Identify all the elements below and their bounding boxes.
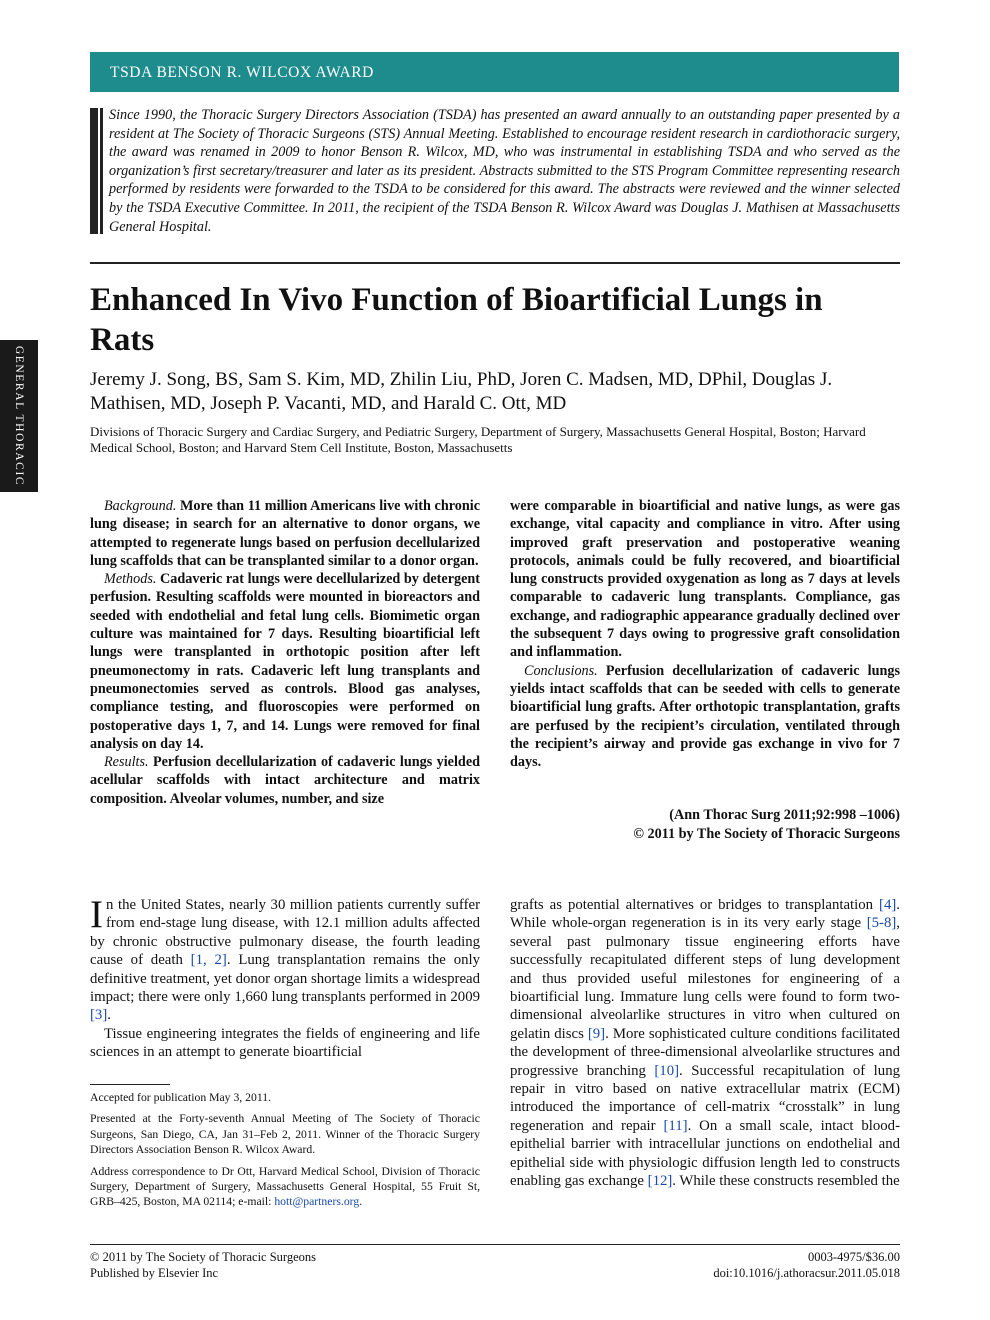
body-paragraph-3 [510, 896, 900, 1191]
body-text: . More sophisticated culture conditions facilitated the development of three-dimensional alveolarlike structures and progressive branching [510, 1025, 900, 1079]
abstract-left-column [90, 497, 480, 808]
body-text: . While whole-organ regeneration is in its very early stage [510, 897, 900, 932]
body-paragraph-1 [90, 893, 480, 1025]
banner-label: TSDA BENSON R. WILCOX AWARD [110, 64, 374, 81]
background-label: Background. [104, 498, 177, 514]
conclusions-text: Perfusion decellularization of cadaveric lungs yields intact scaffolds that can be seeded with cells to generate bioartificial lung grafts. After orthotopic transplantation, grafts are perfused by the recipient’s circulation, ventilated through the recipient’s airway and provide gas exchange in vivo for 7 days. [510, 662, 901, 771]
results-text-a: Perfusion decellularization of cadaveric lungs yielded acellular scaffolds with intact architecture and matrix composition. Alveolar volumes, number, and size [90, 754, 481, 807]
ref-link-11[interactable]: [11] [663, 1117, 688, 1134]
body-text: n the United States, nearly 30 million patients currently suffer from end-stage lung disease, with 12.1 million adults affected by chronic obstructive pulmonary disease, the fourth leading cause of death [90, 897, 480, 969]
footer-rule [90, 1244, 900, 1245]
footnote-presented: Presented at the Forty-seventh Annual Meeting of The Society of Thoracic Surgeons, San Diego, CA, Jan 31–Feb 2, 2011. Winner of the Thoracic Surgery Directors Association Benson R. Wilcox Award. [90, 1112, 480, 1157]
footnote-rule [90, 1084, 170, 1085]
article-title: Enhanced In Vivo Function of Bioartificial Lungs in Rats [90, 282, 823, 358]
ref-link-10[interactable]: [10] [654, 1062, 680, 1079]
header-rule [90, 262, 900, 264]
body-text: grafts as potential alternatives or bridges to transplantation [510, 897, 880, 913]
body-paragraph-2: Tissue engineering integrates the fields of engineering and life sciences in an attempt to generate bioartificial [90, 1025, 480, 1061]
side-tab-label: GENERAL THORACIC [13, 345, 25, 487]
article-authors: Jeremy J. Song, BS, Sam S. Kim, MD, Zhilin Liu, PhD, Joren C. Madsen, MD, DPhil, Douglas J. Mathisen, MD, Joseph P. Vacanti, MD, and Harald C. Ott, MD [90, 369, 833, 414]
abstract-methods [90, 570, 480, 753]
address-text: Address correspondence to Dr Ott, Harvard Medical School, Division of Thoracic Surgery, Department of Surgery, Massachusetts General Hospital, 55 Fruit St, GRB–425, Boston, MA 02114; e-mail: [90, 1164, 480, 1209]
body-text: . While these constructs resembled the [672, 1173, 900, 1190]
drop-cap: I [90, 893, 103, 936]
ref-link-9[interactable]: [9] [587, 1025, 606, 1042]
conclusions-label: Conclusions. [524, 662, 598, 679]
abstract-results [90, 753, 480, 808]
abstract-conclusions [510, 662, 900, 772]
body-text: . [107, 1007, 111, 1024]
body-left-column [90, 893, 480, 1062]
journal-citation: (Ann Thorac Surg 2011;92:998 –1006) [669, 807, 900, 823]
methods-label: Methods. [104, 571, 157, 588]
abstract-copyright: © 2011 by The Society of Thoracic Surgeons [633, 826, 900, 842]
intro-bar-right [100, 108, 103, 234]
ref-link-3[interactable]: [3] [90, 1007, 108, 1024]
background-text: More than 11 million Americans live with chronic lung disease; in search for an alternative to donor organs, we attempted to regenerate lungs based on perfusion decellularized lung scaffolds that can be transplanted similar to a donor organ. [90, 498, 481, 569]
body-text: , several past pulmonary tissue engineering efforts have successfully recapitulated different steps of lung development and thus provided useful milestones for engineering of a bioartificial lung. Immature lung cells were found to form two-dimensional alveolarlike structures in vitro when cultured on gelatin discs [510, 915, 900, 1042]
body-text: . Successful recapitulation of lung repair in vitro based on native extracellular matrix (ECM) introduced the importance of cell-matrix “crosstalk” in lung regeneration and repair [510, 1062, 900, 1134]
abstract-right-column [510, 497, 900, 771]
ref-link-12[interactable]: [12] [647, 1173, 673, 1190]
body-right-column [510, 896, 900, 1191]
abstract-results-cont [510, 497, 900, 662]
award-intro: Since 1990, the Thoracic Surgery Directors Association (TSDA) has presented an award annually to an outstanding paper presented by a resident at The Society of Thoracic Surgeons (STS) Annual Meeting. Established to encourage resident research in cardiothoracic surgery, the award was renamed in 2009 to honor Benson R. Wilcox, MD, who was instrumental in establishing TSDA and who served as the organization’s first secretary/treasurer and later as its president. Abstracts submitted to the STS Program Committee representing research performed by residents were forwarded to the TSDA to be considered for this award. The abstracts were reviewed and the winner selected by the TSDA Executive Committee. In 2011, the recipient of the TSDA Benson R. Wilcox Award was Douglas J. Mathisen at Massachusetts General Hospital. [109, 107, 900, 235]
body-text: . On a small scale, intact blood-epithelial barrier with intracellular junctions on endothelial and epithelial side with physiologic diffusion length led to constructs enabling gas exchange [510, 1117, 901, 1190]
ref-link-4[interactable]: [4] [879, 897, 897, 913]
footer-doi[interactable]: doi:10.1016/j.athoracsur.2011.05.018 [713, 1265, 900, 1280]
footer-issn: 0003-4975/$36.00 [807, 1250, 900, 1264]
abstract-citation-block [510, 806, 900, 844]
article-affiliations: Divisions of Thoracic Surgery and Cardiac Surgery, and Pediatric Surgery, Department of Surgery, Massachusetts General Hospital, Boston; Harvard Medical School, Boston; and Harvard Stem Cell Institute, Boston, Massachusetts [90, 424, 866, 455]
footnote-accepted: Accepted for publication May 3, 2011. [90, 1091, 271, 1104]
results-label: Results. [104, 754, 149, 771]
methods-text: Cadaveric rat lungs were decellularized by detergent perfusion. Resulting scaffolds were mounted in bioreactors and seeded with endothelial and fetal lung cells. Biomimetic organ culture was maintained for 7 days. Resulting bioartificial left lungs were transplanted in orthotopic position after left pneumonectomy in rats. Cadaveric left lung transplants and pneumonectomies served as controls. Blood gas analyses, compliance testing, and fluoroscopies were performed on postoperative days 1, 7, and 14. Lungs were removed for final analysis on day 14. [90, 571, 481, 752]
intro-bar-left [90, 108, 98, 234]
footer-copyright: © 2011 by The Society of Thoracic Surgeons [90, 1250, 317, 1264]
footer-left [90, 1250, 316, 1281]
footer-right [713, 1250, 900, 1281]
email-link[interactable]: hott@partners.org [274, 1195, 360, 1209]
section-banner [90, 52, 899, 92]
footer-publisher: Published by Elsevier Inc [90, 1265, 219, 1280]
results-text-b: were comparable in bioartificial and native lungs, as were gas exchange, vital capacity and compliance in vitro. After using improved graft preservation and postoperative weaning protocols, animals could be fully recovered, and bioartificial lung constructs provided oxygenation as long as 7 days at levels comparable to cadaveric lung transplants. Compliance, gas exchange, and radiographic appearance gradually declined over the subsequent 7 days owing to progressive graft consolidation and inflammation. [510, 498, 900, 661]
ref-link-1-2[interactable]: [1, 2] [190, 952, 227, 969]
footnotes [90, 1090, 480, 1216]
body-text: . Lung transplantation remains the only definitive treatment, yet donor organ shortage limits a widespread impact; there were only 1,660 lung transplants performed in 2009 [90, 952, 480, 1006]
ref-link-5-8[interactable]: [5-8] [866, 915, 897, 932]
footnote-address [90, 1164, 480, 1210]
abstract-background [90, 497, 480, 570]
address-end: . [359, 1195, 363, 1209]
